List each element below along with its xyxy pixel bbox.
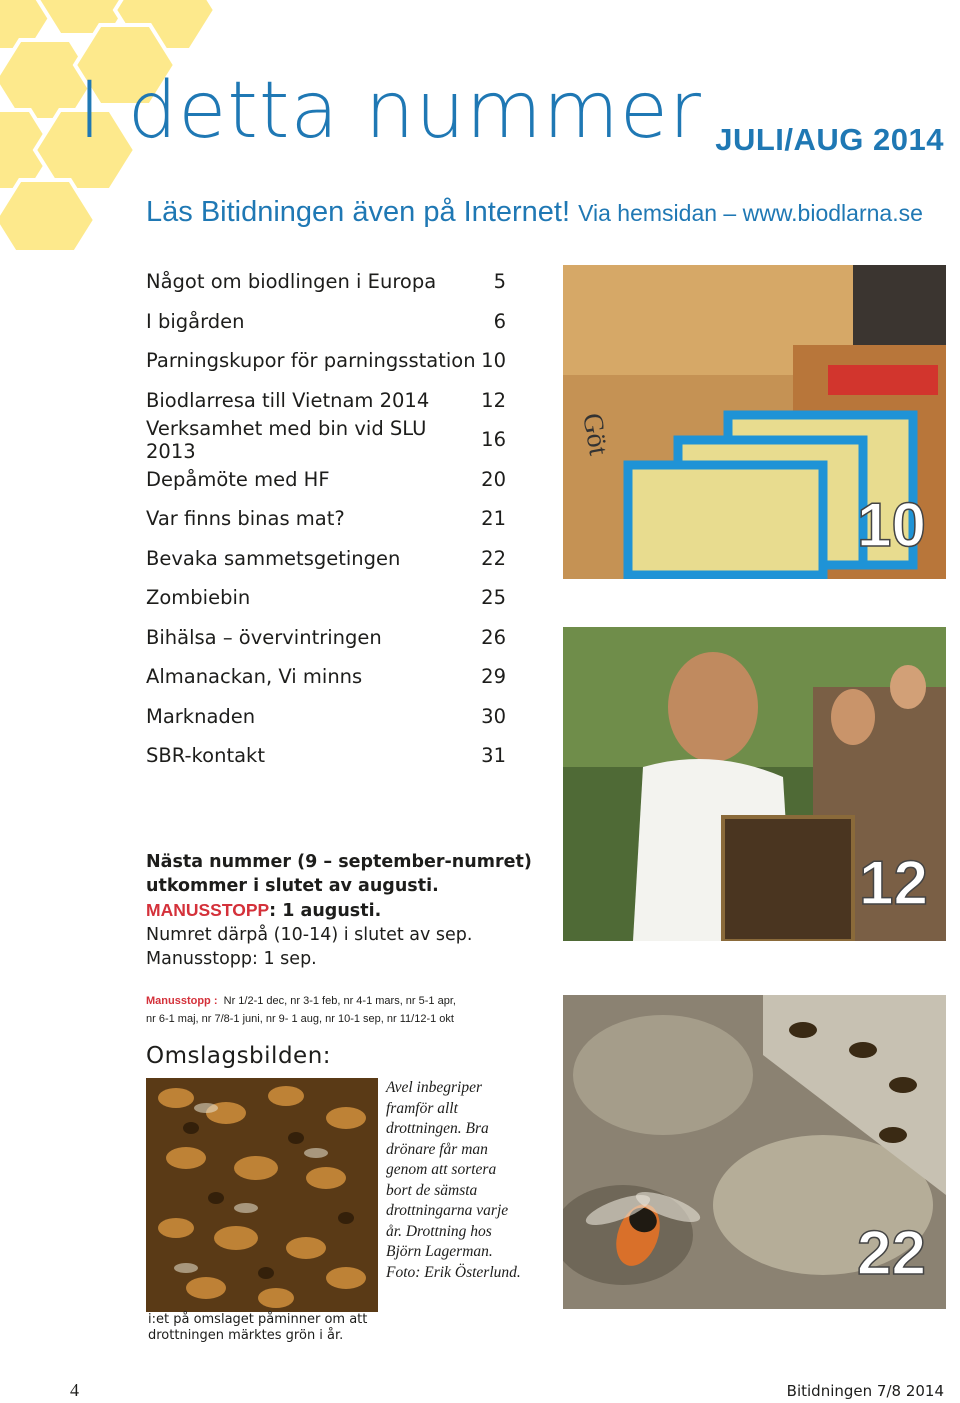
table-of-contents [146,262,506,776]
toc-page: 22 [481,546,506,570]
manusstopp-schedule: Manusstopp : Nr 1/2-1 dec, nr 3-1 feb, nr 4-1 mars, nr 5-1 apr, nr 6-1 maj, nr 7/8-1 juni, nr 9- 1 aug, nr 10-1 sep, nr 11/12-1 okt [146,995,456,1025]
toc-page: 21 [481,507,506,531]
cover-heading: Omslagsbilden: [146,1043,332,1069]
toc-item[interactable]: Något om biodlingen i Europa 5 [146,270,506,294]
page-title: I detta nummer [78,66,702,156]
issue-label: JULI/AUG 2014 [715,122,944,157]
toc-item[interactable]: SBR-kontakt 31 [146,744,506,768]
photo-vietnam[interactable] [563,627,946,941]
toc-item[interactable]: Marknaden 30 [146,704,506,728]
toc-item[interactable]: Parningskupor för parningsstation 10 [146,349,506,373]
toc-item[interactable]: Verksamhet med bin vid SLU 2013 16 [146,416,506,463]
internet-main: Läs Bitidningen även på Internet! [146,196,571,228]
photo-page-label: 12 [859,849,928,918]
toc-item[interactable]: Var finns binas mat? 21 [146,507,506,531]
photo-frames[interactable] [563,265,946,579]
manusstopp-label: MANUSSTOPP [146,900,270,920]
internet-notice [146,196,923,229]
toc-item[interactable]: Almanackan, Vi minns 29 [146,665,506,689]
toc-page: 6 [493,309,506,333]
toc-item[interactable]: Bihälsa – övervintringen 26 [146,625,506,649]
photo-hornet[interactable] [563,995,946,1309]
toc-item[interactable]: Depåmöte med HF 20 [146,467,506,491]
toc-page: 25 [481,586,506,610]
cover-photo [146,1078,378,1312]
toc-item[interactable]: Biodlarresa till Vietnam 2014 12 [146,388,506,412]
page-number: 4 [70,1380,79,1400]
toc-page: 10 [481,349,506,373]
next-issue-info: Nästa nummer (9 – september-numret) utkommer i slutet av augusti. MANUSSTOPP: 1 augusti. Numret därpå (10-14) i slutet av sep. Manusstopp: 1 sep. [146,852,532,969]
footer-publication: Bitidningen 7/8 2014 [786,1382,944,1400]
cover-photo-caption: i:et på omslaget påminner om att drottningen märktes grön i år. [148,1312,368,1343]
toc-item[interactable]: Bevaka sammetsgetingen 22 [146,546,506,570]
toc-page: 26 [481,625,506,649]
toc-page: 29 [481,665,506,689]
svg-text:Göt: Göt [576,410,614,458]
toc-page: 30 [481,704,506,728]
internet-link[interactable]: Via hemsidan – www.biodlarna.se [578,200,923,226]
toc-page: 20 [481,467,506,491]
toc-item[interactable]: Zombiebin 25 [146,586,506,610]
toc-item[interactable]: I bigården 6 [146,309,506,333]
toc-page: 12 [481,388,506,412]
cover-caption: Avel inbegriper framför allt drottningen. Bra drönare får man genom att sortera bort de sämsta drottningarna varje år. Drottning hos Björn Lagerman. Foto: Erik Österlund. [386,1079,521,1281]
toc-page: 5 [493,270,506,294]
photo-page-label: 22 [857,1219,926,1288]
toc-page: 16 [481,428,506,452]
photo-page-label: 10 [857,491,926,560]
toc-page: 31 [481,744,506,768]
